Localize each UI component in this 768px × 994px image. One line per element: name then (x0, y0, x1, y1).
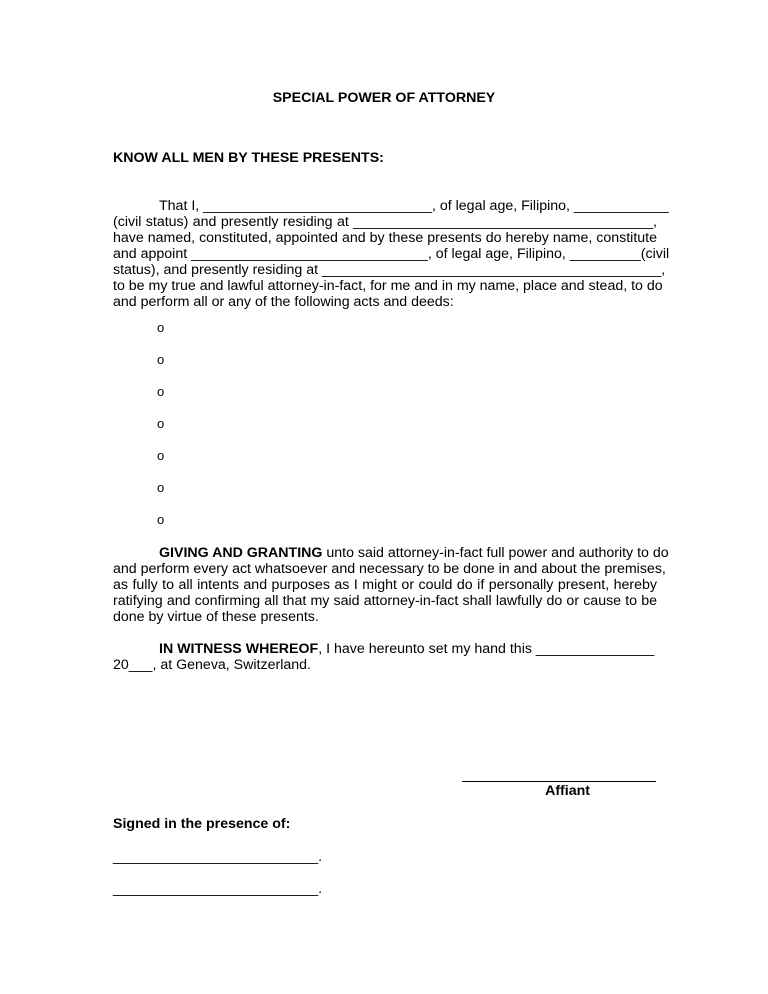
witness-line-1-rest: , I have hereunto set my hand this _______________ (318, 641, 655, 657)
granting-line-5: done by virtue of these presents. (113, 609, 319, 625)
bullet-marker: o (157, 352, 165, 367)
intro-paragraph (113, 198, 670, 310)
granting-line-4: ratifying and confirming all that my said attorney-in-fact shall lawfully do or cause to be (113, 593, 657, 609)
salutation-heading: KNOW ALL MEN BY THESE PRESENTS: (113, 150, 384, 166)
bullet-marker: o (157, 416, 165, 431)
intro-line-7: and perform all or any of the following acts and deeds: (113, 294, 454, 310)
witness-signature-line-2: __________________________. (113, 881, 323, 897)
intro-line-2: (civil status) and presently residing at ______________________________________, (113, 214, 657, 230)
bullet-marker: o (157, 320, 165, 335)
granting-line-1 (113, 545, 669, 561)
bullet-marker: o (157, 384, 165, 399)
bullet-marker: o (157, 512, 165, 527)
witness-lead: IN WITNESS WHEREOF (159, 641, 319, 657)
granting-line-1-rest: unto said attorney-in-fact full power and authority to do (322, 545, 669, 561)
affiant-signature-line (462, 781, 656, 782)
witness-paragraph (113, 641, 657, 673)
document-title: SPECIAL POWER OF ATTORNEY (272, 90, 496, 106)
affiant-label: Affiant (545, 783, 590, 799)
presence-heading: Signed in the presence of: (113, 816, 291, 832)
granting-lead: GIVING AND GRANTING (159, 545, 323, 561)
intro-line-1: That I, _____________________________, of legal age, Filipino, ____________ (159, 198, 669, 214)
witness-line-1 (113, 641, 657, 657)
bullet-marker: o (157, 480, 165, 495)
granting-line-2: and perform every act whatsoever and necessary to be done in and about the premises, (113, 561, 666, 577)
granting-paragraph (113, 545, 669, 625)
intro-line-4: and appoint ______________________________, of legal age, Filipino, _________(civil (113, 246, 670, 262)
bullet-marker: o (157, 448, 165, 463)
witness-line-2: 20___, at Geneva, Switzerland. (113, 657, 311, 673)
granting-line-3: as fully to all intents and purposes as I might or could do if personally present, hereby (113, 577, 657, 593)
intro-line-5: status), and presently residing at ___________________________________________, (113, 262, 666, 278)
intro-line-3: have named, constituted, appointed and by these presents do hereby name, constitute (113, 230, 657, 246)
witness-signature-line-1: __________________________. (113, 849, 323, 865)
intro-line-6: to be my true and lawful attorney-in-fact, for me and in my name, place and stead, to do (113, 278, 663, 294)
